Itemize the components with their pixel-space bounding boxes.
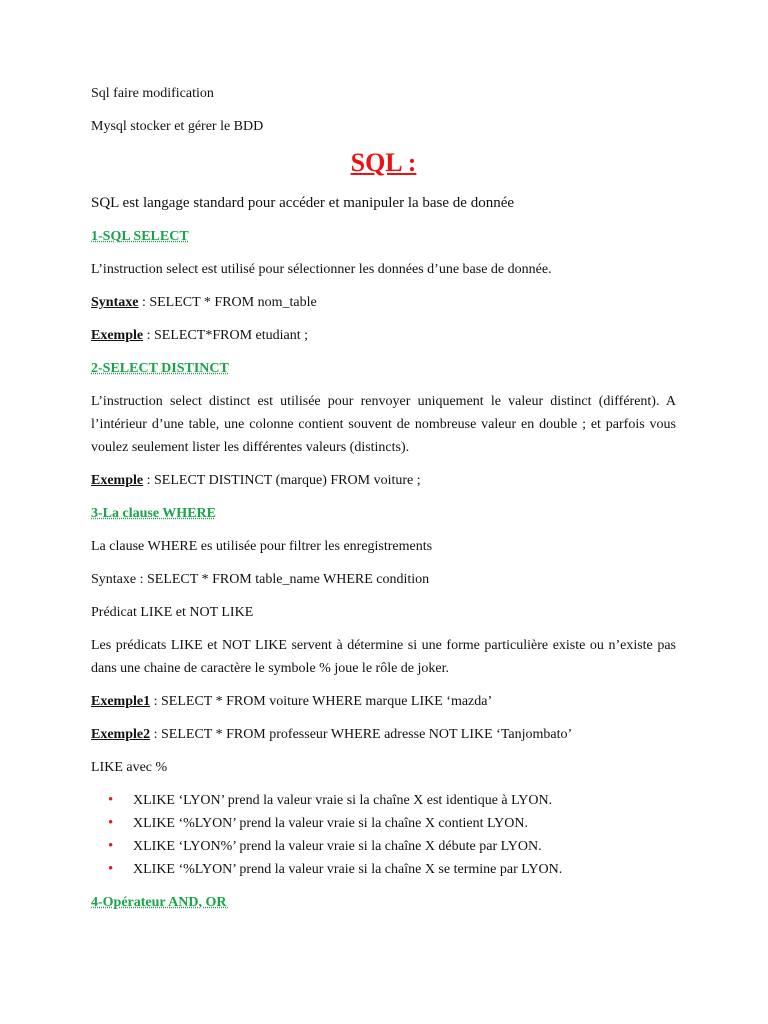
example1-label: Exemple1 <box>91 694 151 709</box>
like-title: LIKE avec % <box>91 760 168 775</box>
where-example-2 <box>91 723 676 746</box>
like-bullet-list <box>91 789 676 881</box>
example-label: Exemple <box>91 473 144 488</box>
list-item <box>91 812 676 835</box>
where-description: La clause WHERE es utilisée pour filtrer les enregistrements <box>91 539 433 554</box>
list-item <box>91 858 676 881</box>
distinct-example <box>91 469 676 492</box>
document-title: SQL : <box>350 148 417 177</box>
bullet-dot-icon: • <box>108 861 114 877</box>
list-item <box>91 835 676 858</box>
bullet-text: XLIKE ‘LYON’ prend la valeur vraie si la chaîne X est identique à LYON. <box>133 793 553 808</box>
heading-select-distinct: 2-SELECT DISTINCT <box>91 361 229 376</box>
heading-where-clause: 3-La clause WHERE <box>91 506 216 521</box>
bullet-text: XLIKE ‘%LYON’ prend la valeur vraie si la chaîne X contient LYON. <box>133 816 529 831</box>
select-description: L’instruction select est utilisé pour sélectionner les données d’une base de donnée. <box>91 262 552 277</box>
predicate-description: Les prédicats LIKE et NOT LIKE servent à détermine si une forme particulière existe ou n’existe pas dans une chaine de caractère le symbole % joue le rôle de joker. <box>91 638 676 676</box>
example2-text: : SELECT * FROM professeur WHERE adresse NOT LIKE ‘Tanjombato’ <box>150 727 573 742</box>
heading-sql-select: 1-SQL SELECT <box>91 229 189 244</box>
bullet-dot-icon: • <box>108 815 114 831</box>
list-item <box>91 789 676 812</box>
predicate-title: Prédicat LIKE et NOT LIKE <box>91 605 254 620</box>
example-text: : SELECT*FROM etudiant ; <box>143 328 308 343</box>
select-syntax <box>91 291 676 314</box>
syntax-text: : SELECT * FROM nom_table <box>138 295 317 310</box>
bullet-text: XLIKE ‘LYON%’ prend la valeur vraie si la chaîne X débute par LYON. <box>133 839 542 854</box>
document-body <box>91 82 676 924</box>
heading-and-or: 4-Opérateur AND, OR <box>91 895 230 910</box>
distinct-description: L’instruction select distinct est utilisée pour renvoyer uniquement le valeur distinct (différent). A l’intérieur d’une table, une colonne contient souvent de nombreuse valeur en double ; et parfois vous voulez seulement lister les différentes valeurs (distincts). <box>91 394 676 455</box>
select-example <box>91 324 676 347</box>
bullet-dot-icon: • <box>108 838 114 854</box>
lead-paragraph: SQL est langage standard pour accéder et manipuler la base de donnée <box>91 195 515 211</box>
example1-text: : SELECT * FROM voiture WHERE marque LIKE ‘mazda’ <box>150 694 493 709</box>
where-example-1 <box>91 690 676 713</box>
example2-label: Exemple2 <box>91 727 151 742</box>
bullet-text: XLIKE ‘%LYON’ prend la valeur vraie si la chaîne X se termine par LYON. <box>133 862 563 877</box>
example-label: Exemple <box>91 328 144 343</box>
bullet-dot-icon: • <box>108 792 114 808</box>
where-syntax: Syntaxe : SELECT * FROM table_name WHERE condition <box>91 572 430 587</box>
intro-line-1: Sql faire modification <box>91 86 214 101</box>
example-text: : SELECT DISTINCT (marque) FROM voiture ; <box>143 473 421 488</box>
intro-line-2: Mysql stocker et gérer le BDD <box>91 119 264 134</box>
syntax-label: Syntaxe <box>91 295 139 310</box>
